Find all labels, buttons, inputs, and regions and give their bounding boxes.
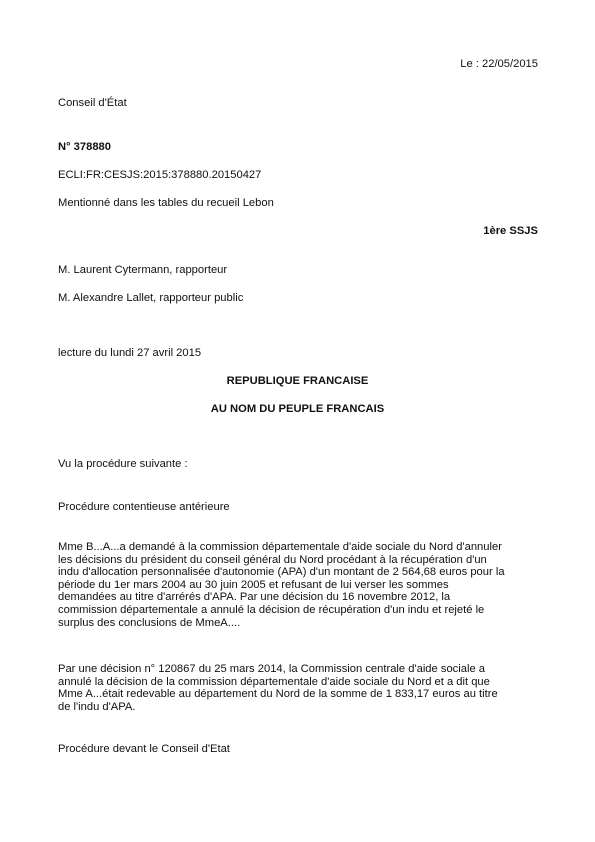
paragraph-line: surplus des conclusions de MmeA.... bbox=[58, 616, 241, 629]
section-heading-prior-procedure: Procédure contentieuse antérieure bbox=[58, 501, 230, 513]
paragraph-line: indu d'allocation personnalisée d'autonomie (APA) d'un montant de 2 564,68 euros pour la bbox=[58, 566, 505, 579]
paragraph-line: de l'indu d'APA. bbox=[58, 700, 136, 713]
rapporteur: M. Laurent Cytermann, rapporteur bbox=[58, 264, 228, 276]
title-republic: REPUBLIQUE FRANCAISE bbox=[226, 375, 369, 387]
ecli-identifier: ECLI:FR:CESJS:2015:378880.20150427 bbox=[58, 169, 262, 181]
rapporteur-public: M. Alexandre Lallet, rapporteur public bbox=[58, 292, 244, 304]
paragraph-line: les décisions du président du conseil général du Nord procédant à la récupération d'un bbox=[58, 553, 487, 566]
paragraph-prior-procedure bbox=[58, 541, 505, 629]
paragraph-line: Par une décision n° 120867 du 25 mars 2014, la Commission centrale d'aide sociale a bbox=[58, 663, 486, 675]
paragraph-line: Mme B...A...a demandé à la commission départementale d'aide sociale du Nord d'annuler bbox=[58, 541, 502, 553]
paragraph-line: annulé la décision de la commission départementale d'aide sociale du Nord et a dit que bbox=[58, 675, 490, 688]
chamber-label: 1ère SSJS bbox=[483, 225, 538, 237]
document-date: Le : 22/05/2015 bbox=[460, 58, 538, 70]
case-number: N° 378880 bbox=[58, 141, 111, 153]
section-heading-council-procedure: Procédure devant le Conseil d'Etat bbox=[58, 743, 230, 755]
paragraph-central-commission bbox=[58, 663, 498, 713]
paragraph-line: demandées au titre d'arrérés d'APA. Par une décision du 16 novembre 2012, la bbox=[58, 591, 451, 604]
paragraph-line: commission départementale a annulé la décision de récupération d'un indu et rejeté le bbox=[58, 603, 485, 616]
title-people: AU NOM DU PEUPLE FRANCAIS bbox=[210, 403, 385, 415]
publication-mention: Mentionné dans les tables du recueil Lebon bbox=[58, 197, 274, 209]
paragraph-line: période du 1er mars 2004 au 30 juin 2005 et refusant de lui verser les sommes bbox=[58, 578, 449, 591]
court-name: Conseil d'État bbox=[58, 97, 127, 109]
reading-date: lecture du lundi 27 avril 2015 bbox=[58, 347, 202, 359]
procedure-intro: Vu la procédure suivante : bbox=[58, 458, 188, 470]
paragraph-line: Mme A...était redevable au département du Nord de la somme de 1 833,17 euros au titre bbox=[58, 688, 498, 701]
